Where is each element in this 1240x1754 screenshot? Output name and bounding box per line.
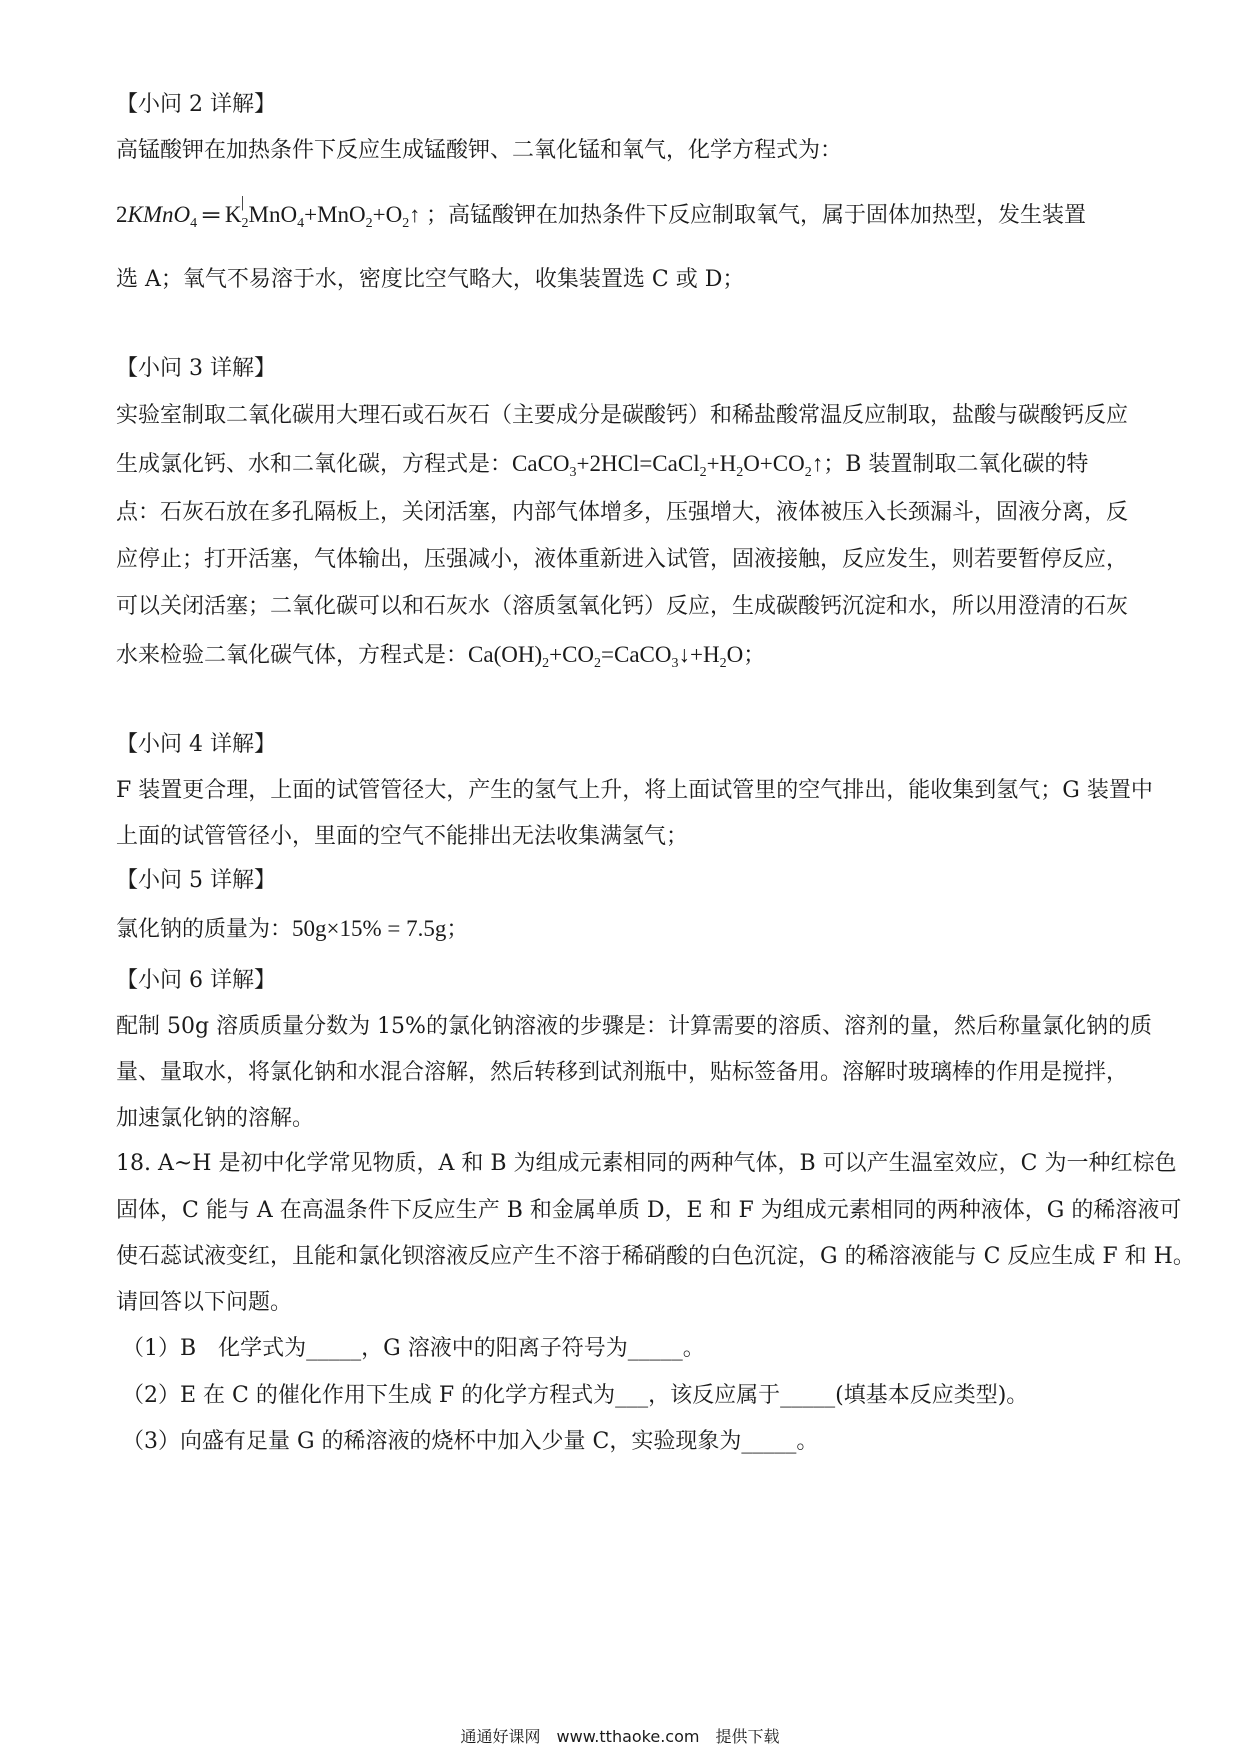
q3-line6-pre: 水来检验二氧化碳气体，方程式是： — [116, 643, 469, 668]
q18-line1: 18. A~H 是初中化学常见物质，A 和 B 为组成元素相同的两种气体，B 可以产生温室效应，C 为一种红棕色 — [116, 1151, 1177, 1176]
kmno4-decomposition-equation: | 2KMnO$_4$ ═ $K_2MnO_4+MnO_2+O_2↑$ — [116, 202, 426, 227]
q18-line4: 请回答以下问题。 — [116, 1290, 293, 1315]
gas-up-arrow-icon: ↑ — [811, 451, 824, 476]
q18-sub1: （1）B 化学式为_____，G 溶液中的阳离子符号为_____。 — [122, 1336, 705, 1361]
q3-line2-post: ；B 装置制取二氧化碳的特 — [823, 452, 1089, 477]
q2-heading: 【小问 2 详解】 — [116, 92, 276, 117]
q3-line6-post: ； — [743, 643, 766, 668]
q18-line2: 固体，C 能与 A 在高温条件下反应生产 B 和金属单质 D，E 和 F 为组成元素相同的两种液体，G 的稀溶液可 — [116, 1198, 1182, 1223]
gas-up-arrow-icon: ↑ — [409, 202, 421, 227]
q5-heading: 【小问 5 详解】 — [116, 868, 276, 893]
q3-line3: 点：石灰石放在多孔隔板上，关闭活塞，内部气体增多，压强增大，液体被压入长颈漏斗，固液分离，反 — [116, 500, 1129, 525]
q5-line1-pre: 氯化钠的质量为： — [116, 917, 293, 942]
q18-sub3: （3）向盛有足量 G 的稀溶液的烧杯中加入少量 C，实验现象为_____。 — [122, 1429, 819, 1454]
q3-line4: 应停止；打开活塞，气体输出，压强减小，液体重新进入试管，固液接触，反应发生，则若要暂停反应， — [116, 547, 1129, 572]
q5-line1 — [116, 914, 1136, 945]
heating-condition-mark: | — [241, 194, 245, 211]
q3-line1: 实验室制取二氧化碳用大理石或石灰石（主要成分是碳酸钙）和稀盐酸常温反应制取，盐酸与碳酸钙反应 — [116, 403, 1129, 428]
q3-line2-pre: 生成氯化钙、水和二氧化碳，方程式是： — [116, 452, 513, 477]
q6-heading: 【小问 6 详解】 — [116, 968, 276, 993]
q3-line2 — [116, 449, 1136, 480]
q4-line2: 上面的试管管径小，里面的空气不能排出无法收集满氢气； — [116, 824, 689, 849]
caco3-hcl-equation: $CaCO_3+2HCl=CaCl_2+H_2O+CO_2↑$ — [512, 451, 824, 480]
q18-line3: 使石蕊试液变红，且能和氯化钡溶液反应产生不溶于稀硝酸的白色沉淀，G 的稀溶液能与 C 反应生成 F 和 H。 — [116, 1244, 1195, 1269]
q4-line1: F 装置更合理，上面的试管管径大，产生的氢气上升，将上面试管里的空气排出，能收集到氢气；G 装置中 — [116, 778, 1153, 803]
q6-line1: 配制 50g 溶质质量分数为 15%的氯化钠溶液的步骤是：计算需要的溶质、溶剂的量，然后称量氯化钠的质 — [116, 1014, 1152, 1039]
q2-line3: 选 A；氧气不易溶于水，密度比空气略大，收集装置选 C 或 D； — [116, 267, 745, 292]
q3-line6 — [116, 640, 1136, 671]
q2-equation-line — [116, 194, 1136, 231]
limewater-equation: $Ca(OH)_2+CO_2=CaCO_3↓+H_2O$ — [468, 642, 744, 671]
q2-line2-text: ；高锰酸钾在加热条件下反应制取氧气，属于固体加热型，发生装置 — [425, 203, 1086, 228]
q6-line2: 量、量取水，将氯化钠和水混合溶解，然后转移到试剂瓶中，贴标签备用。溶解时玻璃棒的作用是搅拌， — [116, 1060, 1129, 1085]
q6-line3: 加速氯化钠的溶解。 — [116, 1106, 315, 1131]
q3-heading: 【小问 3 详解】 — [116, 356, 276, 381]
q3-line5: 可以关闭活塞；二氧化碳可以和石灰水（溶质氢氧化钙）反应，生成碳酸钙沉淀和水，所以用澄清的石灰 — [116, 594, 1129, 619]
q4-heading: 【小问 4 详解】 — [116, 732, 276, 757]
page-footer: 通通好课网 www.tthaoke.com 提供下载 — [460, 1727, 780, 1746]
nacl-mass-equation: 50g×15% = 7.5g — [292, 916, 447, 941]
q2-intro: 高锰酸钾在加热条件下反应生成锰酸钾、二氧化锰和氧气，化学方程式为： — [116, 138, 843, 163]
q18-sub2: （2）E 在 C 的催化作用下生成 F 的化学方程式为___，该反应属于_____(填基本反应类型)。 — [122, 1383, 1029, 1408]
q5-line1-post: ； — [446, 917, 469, 942]
precipitate-down-arrow-icon: ↓ — [678, 642, 691, 667]
